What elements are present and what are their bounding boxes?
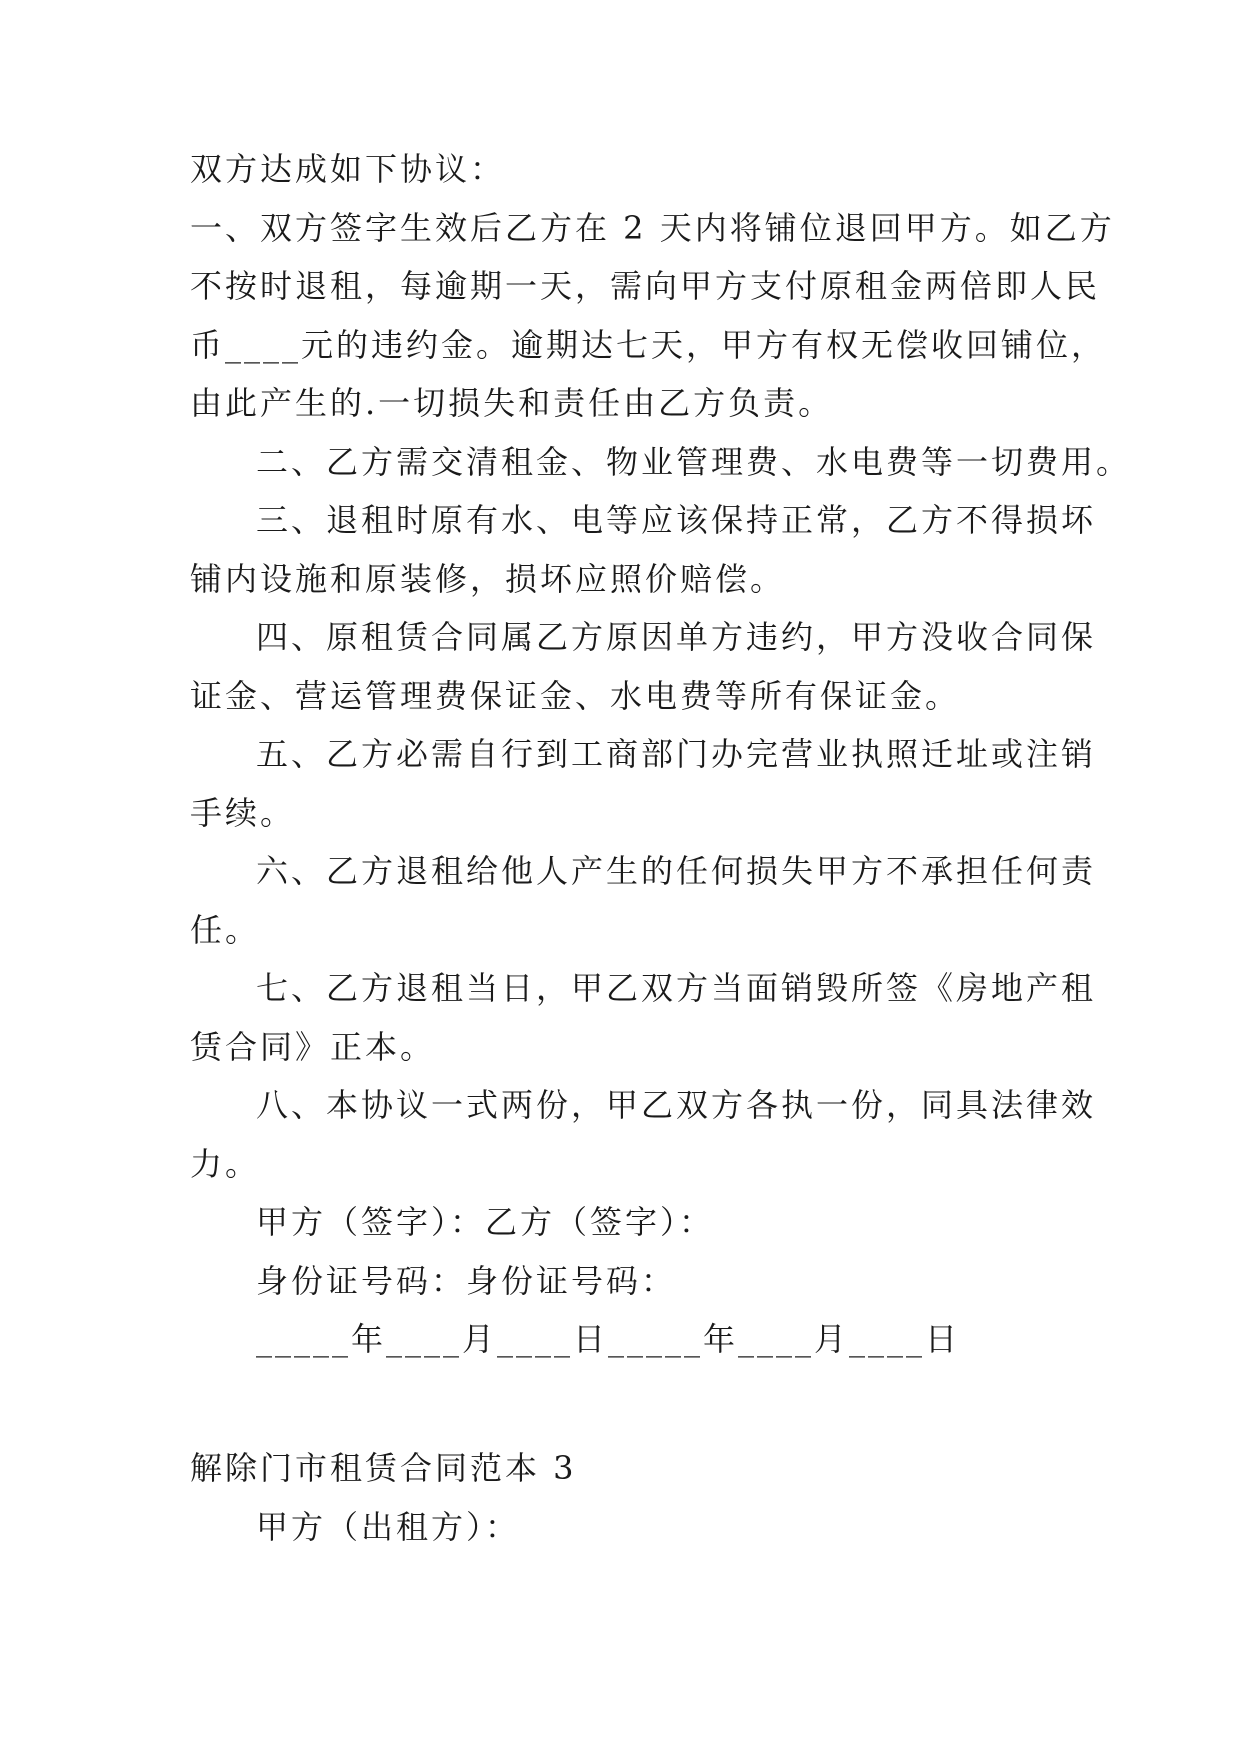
agreement-body — [190, 140, 1132, 1369]
clause-7-line-2: 赁合同》正本。 — [190, 1027, 436, 1066]
date-line: _____年____月____日_____年____月____日 — [256, 1320, 961, 1358]
clause-4-line-2: 证金、营运管理费保证金、水电费等所有保证金。 — [190, 676, 961, 715]
clause-8-line-2: 力。 — [190, 1144, 261, 1183]
clause-5-line-1: 五、乙方必需自行到工商部门办完营业执照迁址或注销 — [256, 735, 1097, 773]
clause-3-line-1: 三、退租时原有水、电等应该保持正常，乙方不得损坏 — [256, 501, 1097, 539]
section-title: 解除门市租赁合同范本 3 — [190, 1449, 577, 1487]
agreement-intro: 双方达成如下协议： — [190, 150, 506, 188]
clause-3-line-2: 铺内设施和原装修，损坏应照价赔偿。 — [190, 559, 786, 598]
clause-8-line-1: 八、本协议一式两份，甲乙双方各执一份，同具法律效 — [256, 1086, 1097, 1124]
clause-1-line-3: 币____元的违约金。逾期达七天，甲方有权无偿收回铺位， — [190, 325, 1107, 364]
signature-line: 甲方（签字）：乙方（签字）： — [256, 1203, 715, 1241]
id-number-line: 身份证号码：身份证号码： — [256, 1261, 677, 1300]
clause-1-line-1: 一、双方签字生效后乙方在 2 天内将铺位退回甲方。如乙方 — [190, 208, 1115, 247]
clause-2: 二、乙方需交清租金、物业管理费、水电费等一切费用。 — [256, 442, 1132, 481]
clause-1-line-4: 由此产生的.一切损失和责任由乙方负责。 — [190, 384, 834, 422]
clause-7-line-1: 七、乙方退租当日，甲乙双方当面销毁所签《房地产租 — [256, 969, 1097, 1007]
clause-1-line-2: 不按时退租，每逾期一天，需向甲方支付原租金两倍即人民 — [190, 267, 1101, 305]
clause-6-line-2: 任。 — [190, 910, 261, 949]
lessor-line: 甲方（出租方）： — [256, 1507, 521, 1546]
clause-5-line-2: 手续。 — [190, 793, 296, 832]
clause-6-line-1: 六、乙方退租给他人产生的任何损失甲方不承担任何责 — [256, 852, 1097, 890]
next-section — [190, 1439, 1050, 1556]
clause-4-line-1: 四、原租赁合同属乙方原因单方违约，甲方没收合同保 — [256, 618, 1097, 656]
